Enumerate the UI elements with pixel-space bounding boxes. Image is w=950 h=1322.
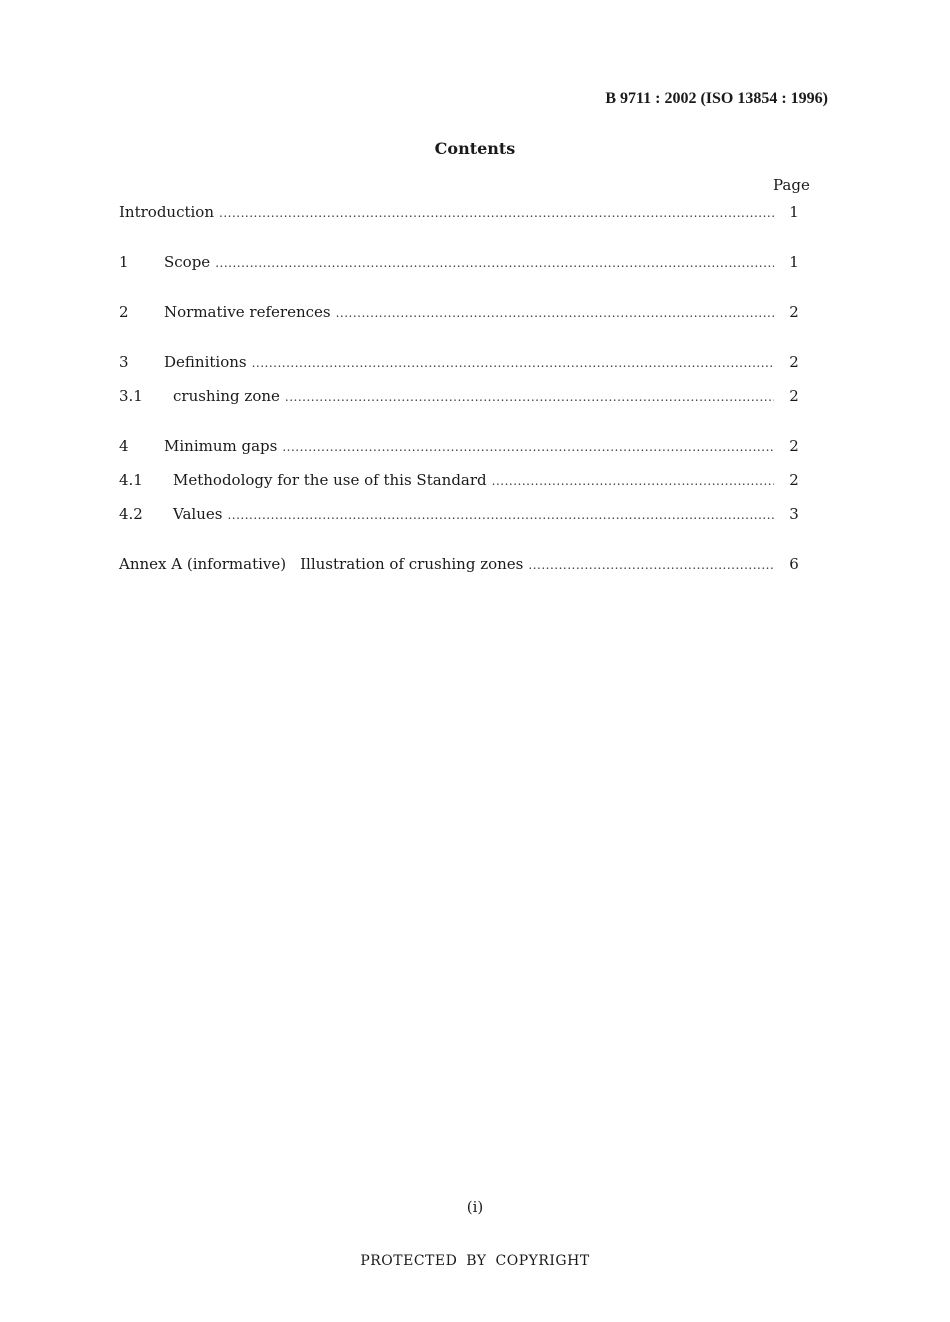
toc-entry-annex-label: Annex A (informative) — [119, 555, 287, 573]
document-code: B 9711 : 2002 (ISO 13854 : 1996) — [605, 90, 828, 107]
toc-entry-title: Minimum gaps — [164, 437, 278, 455]
copyright-notice: PROTECTED BY COPYRIGHT — [360, 1253, 590, 1269]
toc-entry-title: Normative references — [164, 303, 331, 321]
toc-leader-dots — [215, 256, 774, 270]
toc-leader-dots — [227, 508, 774, 522]
toc-leader-dots — [528, 558, 774, 572]
toc-entry-normative-references[interactable] — [119, 303, 808, 325]
toc-entry-minimum-gaps[interactable] — [119, 437, 808, 459]
toc-entry-title: Introduction — [119, 203, 214, 221]
toc-entry-page: 2 — [789, 387, 799, 405]
toc-leader-dots — [336, 306, 774, 320]
toc-entry-title: crushing zone — [173, 387, 280, 405]
toc-leader-dots — [252, 356, 774, 370]
toc-entry-number: 2 — [119, 303, 129, 321]
toc-entry-scope[interactable] — [119, 253, 808, 275]
toc-entry-page: 2 — [789, 303, 799, 321]
toc-leader-dots — [219, 206, 774, 220]
toc-entry-number: 1 — [119, 253, 129, 271]
toc-entry-number: 4.2 — [119, 505, 143, 523]
toc-heading: Contents — [434, 139, 516, 158]
toc-entry-title: Values — [173, 505, 223, 523]
toc-entry-number: 4.1 — [119, 471, 143, 489]
toc-entry-title: Definitions — [164, 353, 247, 371]
toc-entry-annex-a[interactable] — [119, 555, 808, 577]
toc-leader-dots — [285, 390, 774, 404]
toc-entry-crushing-zone[interactable] — [119, 387, 808, 409]
toc-entry-methodology[interactable] — [119, 471, 808, 493]
toc-entry-number: 3 — [119, 353, 129, 371]
toc-entry-page: 1 — [789, 253, 799, 271]
toc-entry-title: Illustration of crushing zones — [300, 555, 524, 573]
toc-leader-dots — [282, 440, 774, 454]
toc-entry-title: Scope — [164, 253, 211, 271]
toc-entry-page: 1 — [789, 203, 799, 221]
page-column-label: Page — [773, 176, 810, 194]
toc-leader-dots — [492, 474, 774, 488]
toc-entry-number: 3.1 — [119, 387, 143, 405]
toc-entry-page: 2 — [789, 437, 799, 455]
toc-entry-page: 2 — [789, 353, 799, 371]
toc-entry-page: 2 — [789, 471, 799, 489]
toc-entry-page: 6 — [789, 555, 799, 573]
toc-entry-definitions[interactable] — [119, 353, 808, 375]
toc-entry-values[interactable] — [119, 505, 808, 527]
toc-entry-introduction[interactable] — [119, 203, 808, 225]
page-folio: (i) — [466, 1198, 484, 1216]
toc-entry-title: Methodology for the use of this Standard — [173, 471, 487, 489]
toc-entry-page: 3 — [789, 505, 799, 523]
toc-entry-number: 4 — [119, 437, 129, 455]
